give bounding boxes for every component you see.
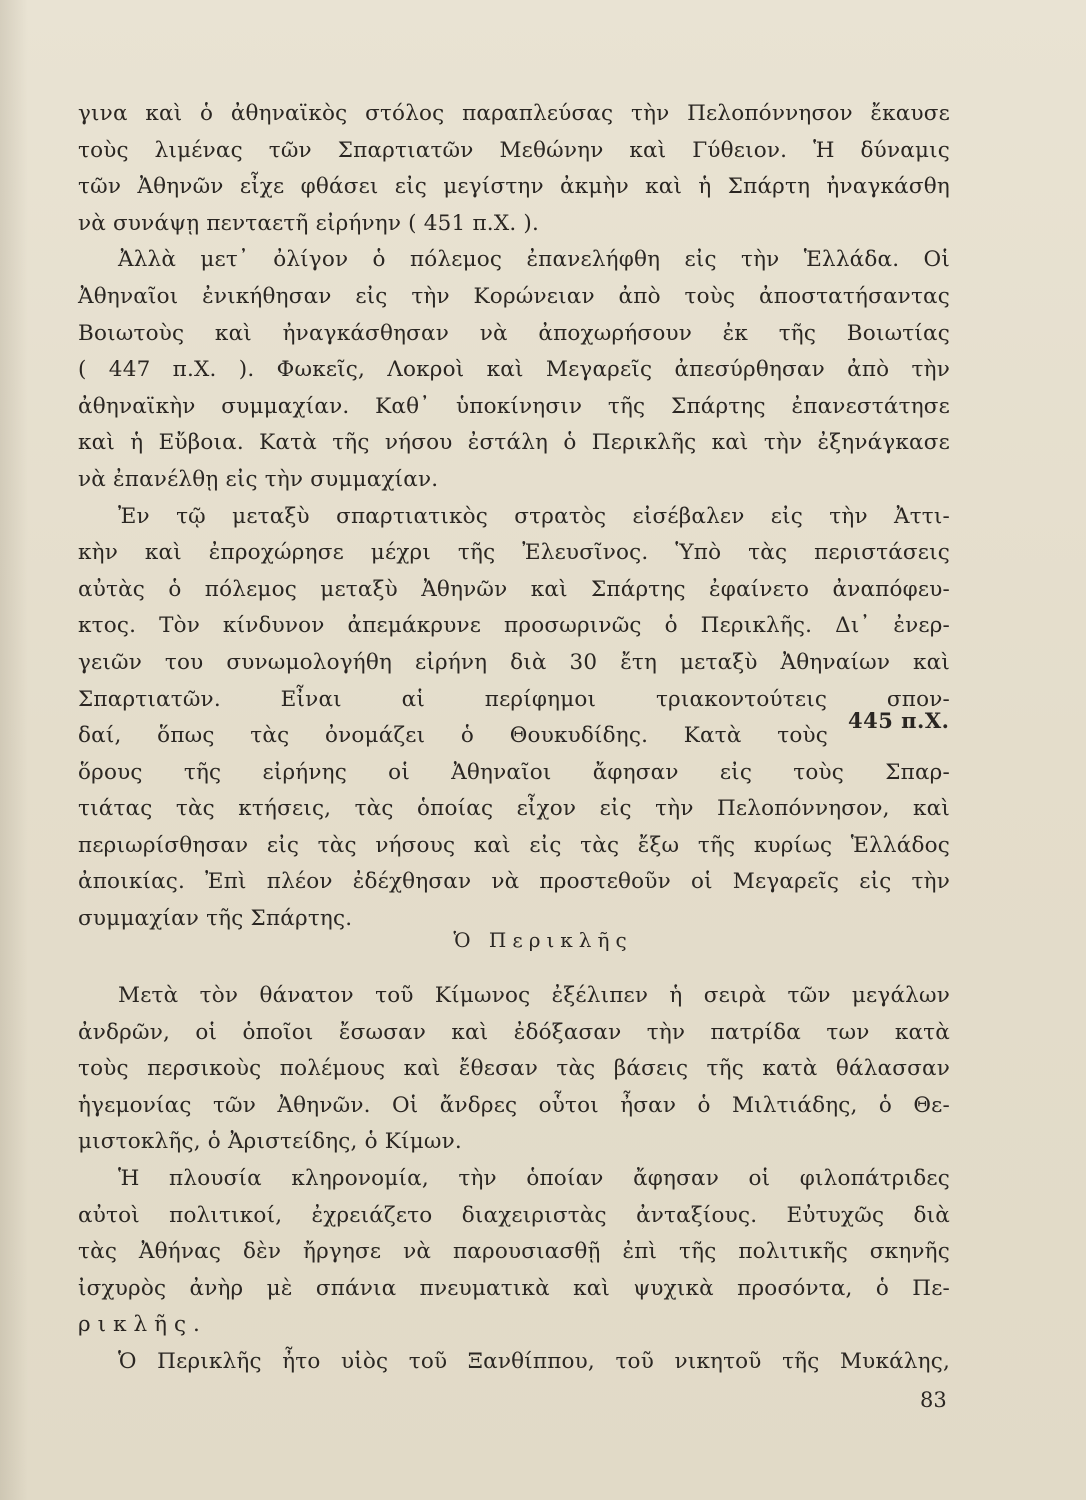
text-line: Ἐν τῷ μεταξὺ σπαρτιατικὸς στρατὸς εἰσέβαλεν εἰς τὴν Ἀττι-: [118, 503, 950, 529]
section-heading: Ὁ Περικλῆς: [453, 928, 633, 952]
text-line: αὐτοὶ πολιτικοί, ἐχρειάζετο διαχειριστὰς ἀνταξίους. Εὐτυχῶς διὰ: [78, 1202, 950, 1228]
text-line: ρικλῆς.: [78, 1312, 207, 1338]
text-line: αὐτὰς ὁ πόλεμος μεταξὺ Ἀθηνῶν καὶ Σπάρτης ἐφαίνετο ἀναπόφευ-: [78, 576, 950, 602]
text-line: Ἀθηναῖοι ἐνικήθησαν εἰς τὴν Κορώνειαν ἀπὸ τοὺς ἀποστατήσαντας: [78, 283, 950, 309]
text-line: τοὺς λιμένας τῶν Σπαρτιατῶν Μεθώνην καὶ Γύθειον. Ἡ δύναμις: [78, 137, 950, 163]
text-line: τῶν Ἀθηνῶν εἶχε φθάσει εἰς μεγίστην ἀκμὴν καὶ ἡ Σπάρτη ἠναγκάσθη: [78, 174, 950, 200]
text-line: ἰσχυρὸς ἀνὴρ μὲ σπάνια πνευματικὰ καὶ ψυχικὰ προσόντα, ὁ Πε-: [78, 1275, 950, 1301]
section-2-text: [78, 978, 950, 1381]
text-line: γειῶν του συνωμολογήθη εἰρήνη διὰ 30 ἔτη μεταξὺ Ἀθηναίων καὶ: [78, 649, 950, 675]
text-line: ( 447 π.Χ. ). Φωκεῖς, Λοκροὶ καὶ Μεγαρεῖς ἀπεσύρθησαν ἀπὸ τὴν: [78, 357, 950, 383]
text-line: ἀθηναϊκὴν συμμαχίαν. Καθ᾽ ὑποκίνησιν τῆς Σπάρτης ἐπανεστάτησε: [78, 393, 950, 419]
text-line: τιάτας τὰς κτήσεις, τὰς ὁποίας εἶχον εἰς τὴν Πελοπόννησον, καὶ: [78, 796, 950, 822]
page-number: 83: [920, 1388, 947, 1412]
text-line: κτος. Τὸν κίνδυνον ἀπεμάκρυνε προσωρινῶς ὁ Περικλῆς. Δι᾽ ἐνερ-: [78, 613, 950, 639]
text-line: ἀποικίας. Ἐπὶ πλέον ἐδέχθησαν νὰ προστεθοῦν οἱ Μεγαρεῖς εἰς τὴν: [78, 869, 950, 895]
text-line: ἡγεμονίας τῶν Ἀθηνῶν. Οἱ ἄνδρες οὗτοι ἦσαν ὁ Μιλτιάδης, ὁ Θε-: [78, 1092, 950, 1118]
text-line: νὰ συνάψῃ πενταετῆ εἰρήνην ( 451 π.Χ. ).: [78, 210, 540, 236]
text-line: τοὺς περσικοὺς πολέμους καὶ ἔθεσαν τὰς βάσεις τῆς κατὰ θάλασσαν: [78, 1056, 950, 1082]
text-line: μιστοκλῆς, ὁ Ἀριστείδης, ὁ Κίμων.: [78, 1129, 462, 1155]
text-line: συμμαχίαν τῆς Σπάρτης.: [78, 906, 353, 932]
text-line: Ἡ πλουσία κληρονομία, τὴν ὁποίαν ἄφησαν οἱ φιλοπάτριδες: [118, 1165, 950, 1191]
text-line: Σπαρτιατῶν. Εἶναι αἱ περίφημοι τριακοντούτεις σπον-: [78, 686, 950, 712]
text-line: Μετὰ τὸν θάνατον τοῦ Κίμωνος ἐξέλιπεν ἡ σειρὰ τῶν μεγάλων: [118, 983, 950, 1008]
text-line: Ὁ Περικλῆς ἦτο υἱὸς τοῦ Ξανθίππου, τοῦ νικητοῦ τῆς Μυκάλης,: [118, 1348, 950, 1374]
text-line: γινα καὶ ὁ ἀθηναϊκὸς στόλος παραπλεύσας τὴν Πελοπόννησον ἔκαυσε: [78, 101, 950, 126]
text-line: κὴν καὶ ἐπροχώρησε μέχρι τῆς Ἐλευσῖνος. Ὑπὸ τὰς περιστάσεις: [78, 540, 950, 566]
gutter-shadow: [0, 0, 28, 1500]
text-line: ὅρους τῆς εἰρήνης οἱ Ἀθηναῖοι ἄφησαν εἰς τοὺς Σπαρ-: [78, 759, 950, 785]
section-1-text: [78, 96, 950, 938]
text-line: περιωρίσθησαν εἰς τὰς νήσους καὶ εἰς τὰς ἔξω τῆς κυρίως Ἑλλάδος: [78, 832, 950, 858]
text-line: δαί, ὅπως τὰς ὀνομάζει ὁ Θουκυδίδης. Κατὰ τοὺς: [78, 723, 828, 749]
margin-date-note: 445 π.Χ.: [848, 708, 950, 733]
text-line: καὶ ἡ Εὔβοια. Κατὰ τῆς νήσου ἐστάλη ὁ Περικλῆς καὶ τὴν ἐξηνάγκασε: [78, 430, 950, 456]
text-line: νὰ ἐπανέλθῃ εἰς τὴν συμμαχίαν.: [78, 466, 439, 492]
text-line: Ἀλλὰ μετ᾽ ὀλίγον ὁ πόλεμος ἐπανελήφθη εἰς τὴν Ἑλλάδα. Οἱ: [118, 247, 950, 273]
text-line: τὰς Ἀθήνας δὲν ἤργησε νὰ παρουσιασθῇ ἐπὶ τῆς πολιτικῆς σκηνῆς: [78, 1239, 950, 1265]
text-line: Βοιωτοὺς καὶ ἠναγκάσθησαν νὰ ἀποχωρήσουν ἐκ τῆς Βοιωτίας: [78, 320, 950, 346]
text-line: ἀνδρῶν, οἱ ὁποῖοι ἔσωσαν καὶ ἐδόξασαν τὴν πατρίδα των κατὰ: [78, 1019, 950, 1045]
